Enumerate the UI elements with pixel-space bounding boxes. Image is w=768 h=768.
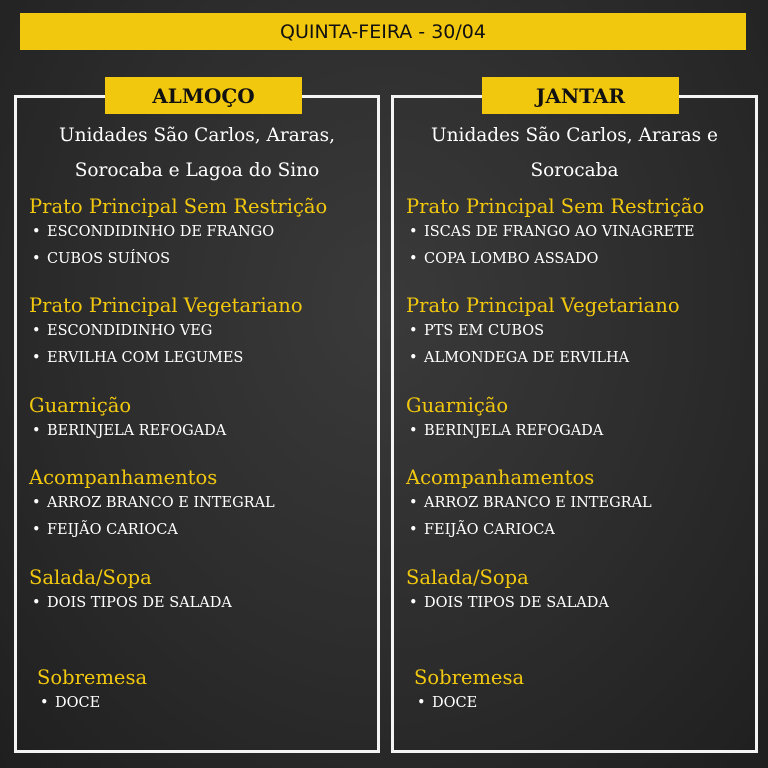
section-title: Acompanhamentos [29, 466, 218, 489]
item-text: ERVILHA COM LEGUMES [47, 350, 244, 366]
list-item [406, 219, 704, 246]
bullet-icon: • [409, 251, 418, 267]
list-item [406, 318, 680, 345]
item-text: PTS EM CUBOS [424, 323, 545, 339]
menu-section [29, 294, 303, 372]
item-list [406, 418, 603, 445]
item-list [29, 590, 232, 617]
menu-section [406, 566, 609, 617]
dinner-label: JANTAR [482, 77, 679, 114]
units-line: Sorocaba [530, 160, 619, 181]
section-title: Acompanhamentos [406, 466, 595, 489]
item-text: FEIJÃO CARIOCA [424, 522, 555, 538]
list-item [29, 590, 232, 617]
bullet-icon: • [32, 522, 41, 538]
section-title: Guarnição [29, 394, 132, 417]
bullet-icon: • [409, 323, 418, 339]
dinner-menu-panel [391, 83, 758, 753]
bullet-icon: • [32, 251, 41, 267]
item-list [29, 318, 303, 372]
list-item [29, 219, 327, 246]
bullet-icon: • [40, 695, 49, 711]
units-text [394, 118, 755, 188]
section-title: Guarnição [406, 394, 509, 417]
bullet-icon: • [32, 423, 41, 439]
item-text: ARROZ BRANCO E INTEGRAL [424, 495, 652, 511]
list-item [29, 345, 303, 372]
list-item [29, 246, 327, 273]
list-item [406, 590, 609, 617]
item-list [29, 418, 226, 445]
section-title: Prato Principal Sem Restrição [406, 195, 705, 218]
item-text: COPA LOMBO ASSADO [424, 251, 599, 267]
section-title: Sobremesa [414, 666, 525, 689]
item-text: DOIS TIPOS DE SALADA [47, 595, 232, 611]
menu-section [29, 566, 232, 617]
list-item [29, 490, 275, 517]
section-title: Salada/Sopa [29, 566, 152, 589]
units-text [17, 118, 377, 188]
section-title: Prato Principal Vegetariano [29, 294, 303, 317]
list-item [406, 490, 652, 517]
units-line: Unidades São Carlos, Araras, [58, 125, 335, 146]
lunch-label: ALMOÇO [105, 77, 302, 114]
item-list [37, 690, 147, 717]
bullet-icon: • [32, 350, 41, 366]
bullet-icon: • [32, 495, 41, 511]
item-text: CUBOS SUÍNOS [47, 251, 171, 267]
list-item [414, 690, 524, 717]
list-item [37, 690, 147, 717]
list-item [29, 318, 303, 345]
item-text: BERINJELA REFOGADA [47, 423, 227, 439]
menu-section [414, 666, 524, 717]
menu-section [29, 195, 327, 273]
item-list [406, 590, 609, 617]
bullet-icon: • [409, 350, 418, 366]
item-text: FEIJÃO CARIOCA [47, 522, 178, 538]
item-list [406, 318, 680, 372]
item-text: ESCONDIDINHO DE FRANGO [47, 224, 275, 240]
item-text: DOCE [432, 695, 478, 711]
item-text: ALMONDEGA DE ERVILHA [424, 350, 630, 366]
section-title: Prato Principal Vegetariano [406, 294, 680, 317]
section-title: Sobremesa [37, 666, 148, 689]
bullet-icon: • [409, 224, 418, 240]
list-item [406, 246, 704, 273]
bullet-icon: • [409, 522, 418, 538]
units-line: Sorocaba e Lagoa do Sino [74, 160, 320, 181]
bullet-icon: • [32, 595, 41, 611]
lunch-menu-panel [14, 83, 380, 753]
menu-section [406, 466, 652, 544]
menu-section [406, 394, 603, 445]
list-item [29, 418, 226, 445]
item-list [406, 490, 652, 544]
bullet-icon: • [409, 423, 418, 439]
item-text: BERINJELA REFOGADA [424, 423, 604, 439]
bullet-icon: • [409, 595, 418, 611]
menu-section [406, 195, 704, 273]
menu-section [29, 466, 275, 544]
list-item [29, 517, 275, 544]
item-text: DOIS TIPOS DE SALADA [424, 595, 609, 611]
menu-section [29, 394, 226, 445]
item-list [414, 690, 524, 717]
list-item [406, 517, 652, 544]
section-title: Prato Principal Sem Restrição [29, 195, 328, 218]
day-banner: QUINTA-FEIRA - 30/04 [20, 13, 746, 50]
item-text: DOCE [55, 695, 101, 711]
menu-section [37, 666, 147, 717]
bullet-icon: • [409, 495, 418, 511]
units-line: Unidades São Carlos, Araras e [431, 125, 718, 146]
list-item [406, 345, 680, 372]
section-title: Salada/Sopa [406, 566, 529, 589]
bullet-icon: • [417, 695, 426, 711]
item-text: ESCONDIDINHO VEG [47, 323, 213, 339]
item-text: ARROZ BRANCO E INTEGRAL [47, 495, 275, 511]
list-item [406, 418, 603, 445]
menu-section [406, 294, 680, 372]
item-list [29, 490, 275, 544]
bullet-icon: • [32, 224, 41, 240]
item-text: ISCAS DE FRANGO AO VINAGRETE [424, 224, 695, 240]
item-list [29, 219, 327, 273]
item-list [406, 219, 704, 273]
bullet-icon: • [32, 323, 41, 339]
